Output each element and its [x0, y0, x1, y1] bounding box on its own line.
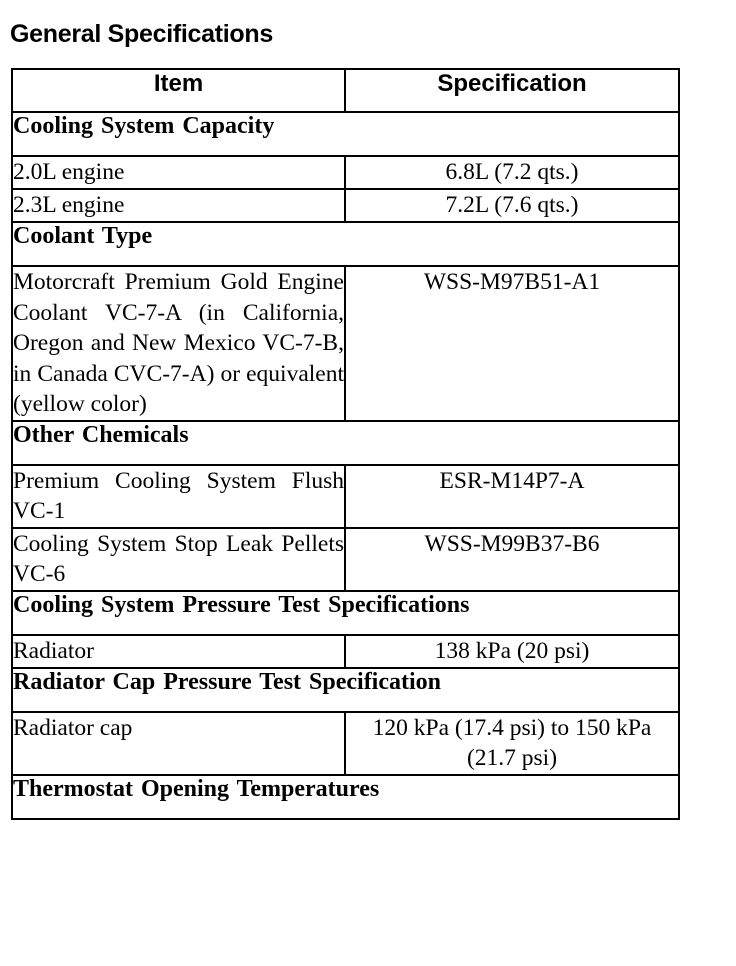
spec-cell: ESR-M14P7-A — [345, 465, 679, 528]
table-row — [12, 266, 679, 421]
section-heading-cooling-system-capacity: Cooling System Capacity — [12, 112, 679, 156]
table-row — [12, 189, 679, 222]
section-row — [12, 222, 679, 266]
table-row — [12, 156, 679, 189]
item-cell: Radiator — [12, 635, 345, 668]
section-row — [12, 421, 679, 465]
section-row — [12, 112, 679, 156]
table-row — [12, 712, 679, 775]
item-cell: Radiator cap — [12, 712, 345, 775]
item-cell: 2.3L engine — [12, 189, 345, 222]
section-heading-other-chemicals: Other Chemicals — [12, 421, 679, 465]
item-cell: Cooling System Stop Leak Pellets VC-6 — [12, 528, 345, 591]
spec-cell: WSS-M97B51-A1 — [345, 266, 679, 421]
spec-cell: 138 kPa (20 psi) — [345, 635, 679, 668]
section-row — [12, 591, 679, 635]
table-header-row — [12, 69, 679, 112]
spec-cell: 6.8L (7.2 qts.) — [345, 156, 679, 189]
column-header-specification: Specification — [345, 69, 679, 112]
table-row — [12, 465, 679, 528]
section-heading-thermostat: Thermostat Opening Temperatures — [12, 775, 679, 819]
item-cell: Motorcraft Premium Gold Engine Coolant VC-7-A (in California, Oregon and New Mexico VC-7-B, in Canada CVC-7-A) or equivalent (yellow color) — [12, 266, 345, 421]
section-heading-radiator-cap: Radiator Cap Pressure Test Specification — [12, 668, 679, 712]
section-row — [12, 668, 679, 712]
item-cell: 2.0L engine — [12, 156, 345, 189]
item-cell: Premium Cooling System Flush VC-1 — [12, 465, 345, 528]
spec-cell: 120 kPa (17.4 psi) to 150 kPa (21.7 psi) — [345, 712, 679, 775]
section-heading-coolant-type: Coolant Type — [12, 222, 679, 266]
table-row — [12, 635, 679, 668]
table-row — [12, 528, 679, 591]
section-heading-pressure-test: Cooling System Pressure Test Specifications — [12, 591, 679, 635]
column-header-item: Item — [12, 69, 345, 112]
section-row — [12, 775, 679, 819]
spec-cell: WSS-M99B37-B6 — [345, 528, 679, 591]
spec-cell: 7.2L (7.6 qts.) — [345, 189, 679, 222]
specifications-table — [11, 68, 680, 820]
page-title: General Specifications — [10, 20, 273, 48]
